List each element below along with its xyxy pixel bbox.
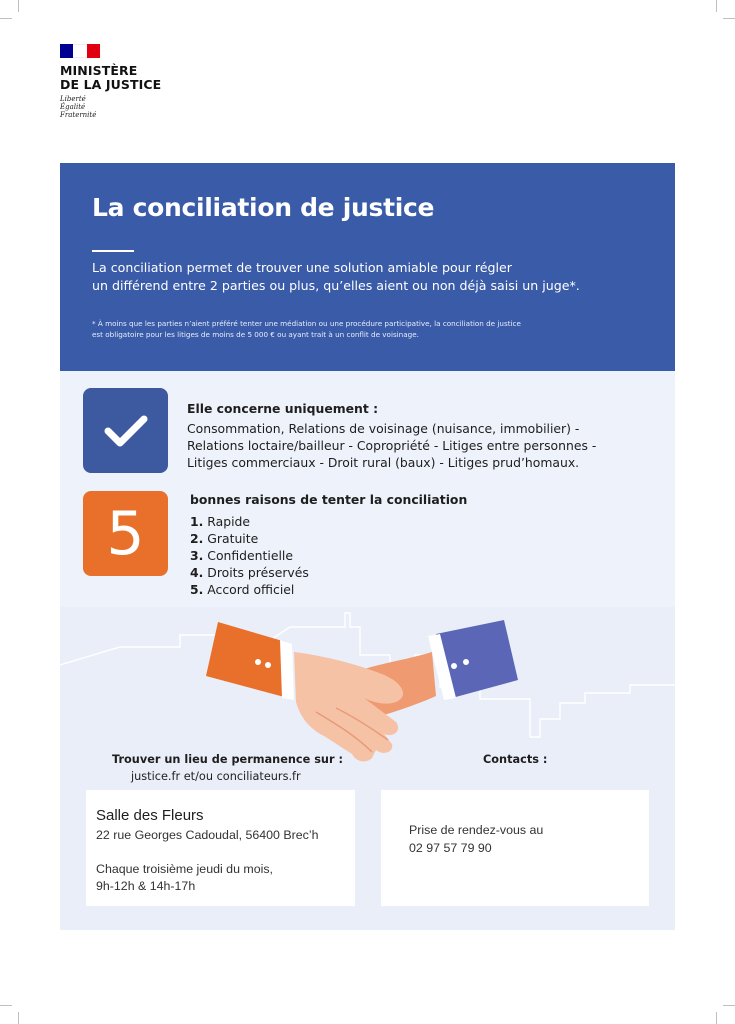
footnote-line2: est obligatoire pour les litiges de moins de 5 000 € ou ayant trait à un conflit de voisinage. xyxy=(92,330,419,339)
crop-mark xyxy=(18,0,19,12)
crop-mark xyxy=(723,1005,735,1006)
title-underline xyxy=(92,250,134,252)
intro-text xyxy=(92,259,652,295)
ministry-name-line2: DE LA JUSTICE xyxy=(60,77,162,92)
crop-mark xyxy=(723,18,735,19)
reasons-title: bonnes raisons de tenter la conciliation xyxy=(190,492,468,507)
find-location-title: Trouver un lieu de permanence sur : xyxy=(112,753,343,766)
concern-line2: Relations loctaire/bailleur - Copropriété - Litiges entre personnes - xyxy=(187,438,597,453)
crop-mark xyxy=(716,1012,717,1024)
concern-title: Elle concerne uniquement : xyxy=(187,401,379,416)
list-item: 5. Accord officiel xyxy=(190,582,295,597)
crop-mark xyxy=(716,0,717,12)
ministry-logo xyxy=(60,44,200,119)
contacts-title: Contacts : xyxy=(483,753,548,766)
list-item: 1. Rapide xyxy=(190,514,251,529)
phone-number: 02 97 57 79 90 xyxy=(409,841,492,855)
find-location-sites: justice.fr et/ou conciliateurs.fr xyxy=(131,770,301,783)
schedule-line1: Chaque troisième jeudi du mois, xyxy=(96,862,274,876)
intro-line1: La conciliation permet de trouver une solution amiable pour régler xyxy=(92,260,512,275)
crop-mark xyxy=(0,18,12,19)
checkmark-badge xyxy=(83,388,168,473)
footnote xyxy=(92,318,662,340)
ministry-name xyxy=(60,64,200,92)
list-item: 2. Gratuite xyxy=(190,531,259,546)
motto-line3: Fraternité xyxy=(60,111,97,119)
five-badge xyxy=(83,491,168,576)
place-name: Salle des Fleurs xyxy=(96,807,204,824)
reasons-list xyxy=(190,513,309,598)
crop-mark xyxy=(18,1012,19,1024)
motto-line1: Liberté xyxy=(60,95,86,103)
place-schedule xyxy=(96,861,346,895)
appointment-label: Prise de rendez-vous au xyxy=(409,823,544,837)
page-title: La conciliation de justice xyxy=(92,193,435,222)
schedule-line2: 9h-12h & 14h-17h xyxy=(96,879,196,893)
location-card xyxy=(86,790,355,906)
handshake-illustration xyxy=(196,612,526,772)
motto-line2: Égalité xyxy=(60,103,86,111)
ministry-name-line1: MINISTÈRE xyxy=(60,63,138,78)
checkmark-icon xyxy=(104,414,148,448)
five-number: 5 xyxy=(106,498,145,569)
contact-card xyxy=(381,790,649,906)
concern-line3: Litiges commerciaux - Droit rural (baux) - Litiges prud’homaux. xyxy=(187,455,580,470)
place-address: 22 rue Georges Cadoudal, 56400 Brec’h xyxy=(96,828,319,842)
header-panel xyxy=(60,163,675,371)
french-flag-icon xyxy=(60,44,100,58)
intro-line2: un différend entre 2 parties ou plus, qu’elles aient ou non déjà saisi un juge*. xyxy=(92,278,580,293)
crop-mark xyxy=(0,1005,12,1006)
concern-list xyxy=(187,420,657,471)
list-item: 4. Droits préservés xyxy=(190,565,309,580)
republic-motto xyxy=(60,95,200,119)
list-item: 3. Confidentielle xyxy=(190,548,293,563)
concern-line1: Consommation, Relations de voisinage (nuisance, immobilier) - xyxy=(187,421,580,436)
footnote-line1: * À moins que les parties n’aient préféré tenter une médiation ou une procédure participative, la conciliation de justice xyxy=(92,319,521,328)
